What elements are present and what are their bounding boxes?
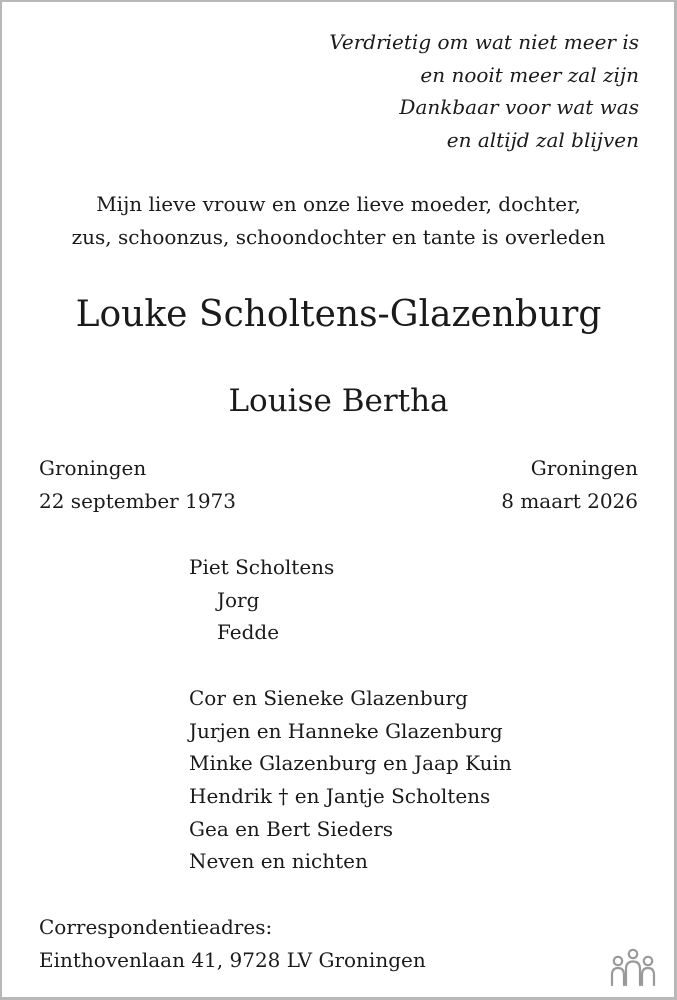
intro-line: zus, schoonzus, schoondochter en tante is overleden xyxy=(71,225,606,249)
intro-line: Mijn lieve vrouw en onze lieve moeder, dochter, xyxy=(96,192,581,216)
relative-name: Gea en Bert Sieders xyxy=(189,816,394,841)
poem xyxy=(329,26,639,156)
poem-line: en nooit meer zal zijn xyxy=(420,62,639,87)
contact-address: Einthovenlaan 41, 9728 LV Groningen xyxy=(39,948,426,972)
relative-name: Neven en nichten xyxy=(189,849,368,874)
death-date: 8 maart 2026 xyxy=(501,489,638,513)
spouse-name: Piet Scholtens xyxy=(189,555,335,579)
child-name: Fedde xyxy=(217,620,280,645)
death-place: Groningen xyxy=(530,456,638,480)
poem-line: en altijd zal blijven xyxy=(446,127,639,152)
death-info xyxy=(501,452,638,518)
people-group-logo-icon xyxy=(609,948,657,988)
birth-date: 22 september 1973 xyxy=(39,489,237,513)
intro-text xyxy=(0,188,677,254)
correspondence-address xyxy=(39,911,426,977)
contact-label: Correspondentieadres: xyxy=(39,915,273,939)
family-list xyxy=(189,551,512,878)
poem-line: Dankbaar voor wat was xyxy=(399,95,639,119)
family-spacer xyxy=(189,649,512,682)
birth-info xyxy=(39,452,236,518)
deceased-given-names: Louise Bertha xyxy=(228,383,449,419)
birth-place: Groningen xyxy=(39,456,147,480)
relative-name: Cor en Sieneke Glazenburg xyxy=(189,685,468,710)
relative-name: Minke Glazenburg en Jaap Kuin xyxy=(189,751,512,776)
relative-name: Jurjen en Hanneke Glazenburg xyxy=(189,718,503,743)
poem-line: Verdrietig om wat niet meer is xyxy=(329,30,639,54)
relative-name: Hendrik † en Jantje Scholtens xyxy=(189,783,491,808)
deceased-name: Louke Scholtens-Glazenburg xyxy=(75,294,602,335)
child-name: Jorg xyxy=(217,587,260,612)
